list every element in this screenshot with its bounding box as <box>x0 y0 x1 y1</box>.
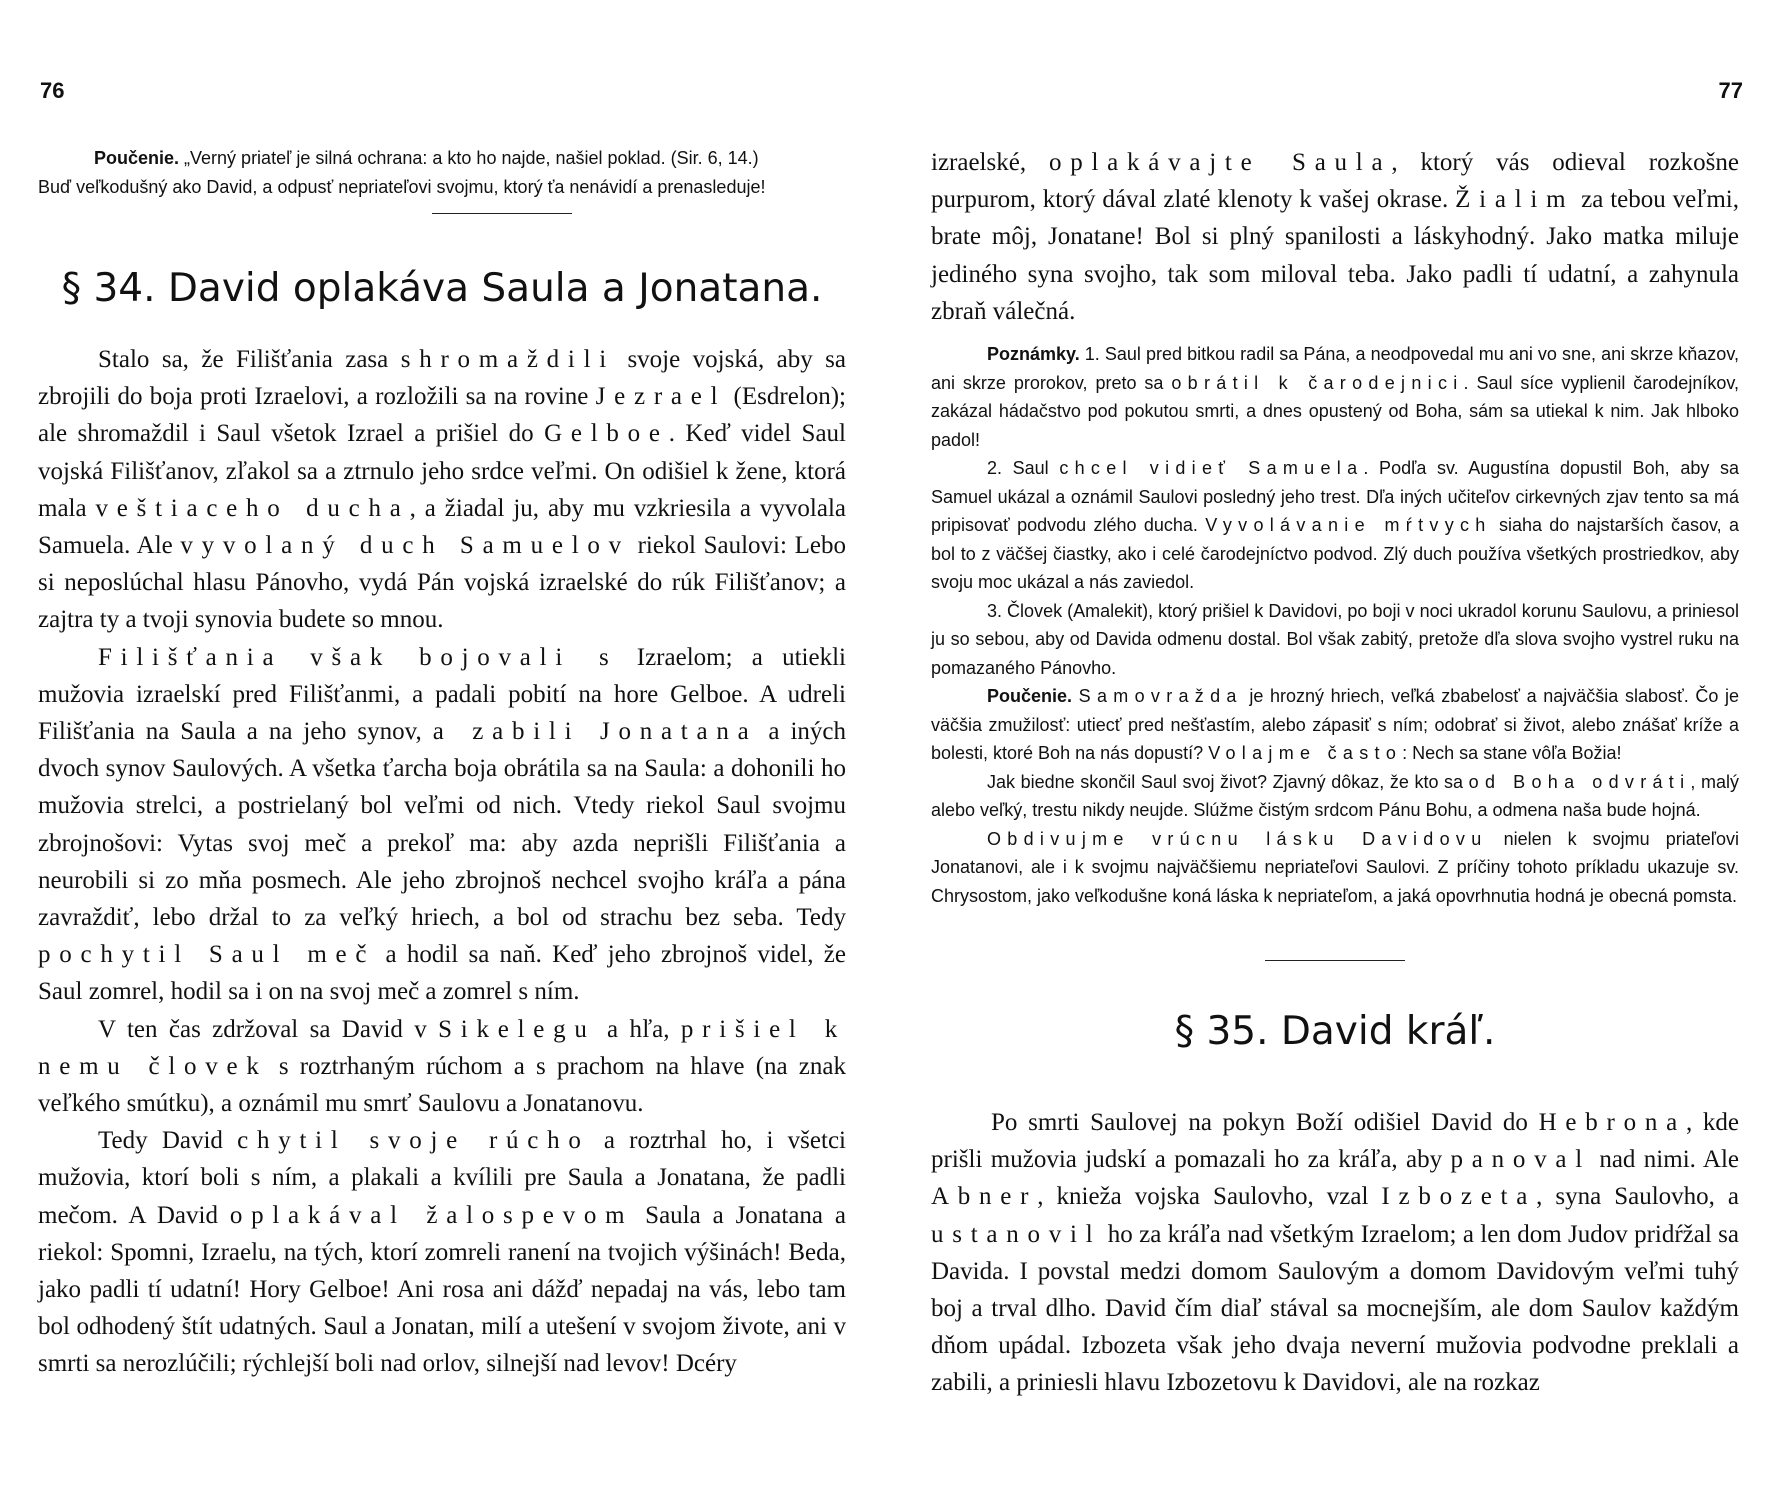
body-paragraph-2: Filišťania však bojovali s Izraelom; a utiekli mužovia izraelskí pred Filišťanmi, a padali pobití na hore Gelboe. A udreli Filišťania na Saula a na jeho synov, a zabili Jonatana a iných dvoch synov Saulových. A všetka ťarcha boja obrátila sa na Saula: a dohonili ho mužovia strelci, a postrielaný bol veľmi od nich. Vtedy riekol Saul svojmu zbrojnošovi: Vytas svoj meč a prekoľ ma: aby azda neprišli Filišťania a neurobili si zo mňa posmech. Ale jeho zbrojnoš nechcel svojho kráľa a pána zavraždiť, lebo držal to za veľký hriech, a bol od strachu bez seba. Tedy pochytil Saul meč a hodil sa naň. Keď jeho zbrojnoš videl, že Saul zomrel, hodil sa i on na svoj meč a zomrel s ním. <box>38 643 846 1006</box>
lesson-label: Poučenie. <box>94 148 180 168</box>
lesson-paragraph-3: Obdivujme vrúcnu lásku Davidovu nielen k svojmu priateľovi Jonatanovi, ale i k svojmu najväčšiemu nepriateľovi Saulovi. Z príčiny tohoto príkladu ukazuje sv. Chrysostom, jako veľkodušne koná láska k nepriateľom, a jaká opovrhnutia hodná je obecná pomsta. <box>931 828 1739 906</box>
page-number-left: 76 <box>40 78 65 103</box>
continuation-paragraph: izraelské, oplakávajte Saula, ktorý vás odieval rozkošne purpurom, ktorý dával zlaté klenoty k vašej okrase. Žialim za tebou veľmi, brate môj, Jonatane! Bol si plný spanilosti a láskyhodný. Jako matka miluje jediného syna svojho, tak som miloval teba. Jako padli tí udatní, a zahynula zbraň válečná. <box>931 149 1739 325</box>
note-3: 3. Človek (Amalekit), ktorý prišiel k Davidovi, po boji v noci ukradol korunu Saulovu, a priniesol ju so sebou, aby od Davida odmenu dostal. Bol však zabitý, pretože dľa slova svojho vystrel ruku na pomazaného Pánovho. <box>931 600 1739 678</box>
lesson-paragraph-2: Jak biedne skončil Saul svoj život? Zjavný dôkaz, že kto sa od Boha odvráti, malý alebo veľký, trestu nikdy neujde. Slúžme čistým srdcom Pánu Bohu, a odmena naša bude hojná. <box>931 771 1740 821</box>
body-paragraph-4: Tedy David chytil svoje rúcho a roztrhal ho, i všetci mužovia, ktorí boli s ním, a plakali a kvílili pre Saula a Jonatana, že padli mečom. A David oplakával žalospevom Saula a Jonatana a riekol: Spomni, Izraelu, na tých, ktorí zomreli ranení na tvojich výšinách! Beda, jako padli tí udatní! Hory Gelboe! Ani rosa ani dážď nepadaj na vás, lebo tam bol odhodený štít udatných. Saul a Jonatan, milí a utešení v svojom živote, ani v smrti sa nerozlúčili; rýchlejší boli nad orlov, silnejší nad levov! Dcéry <box>38 1127 846 1378</box>
body-paragraph-3: V ten čas zdržoval sa David v Sikelegu a hľa, prišiel k nemu človek s roztrhaným rúchom a s prachom na hlave (na znak veľkého smútku), a oznámil mu smrť Saulovu a Jonatanovu. <box>38 1015 846 1118</box>
note-2: 2. Saul chcel vidieť Samuela. Podľa sv. Augustína dopustil Boh, aby sa Samuel ukázal a oznámil Saulovi posledný jeho trest. Dľa iných učiteľov cirkevných zjav tento sa má pripisovať podvodu zlého ducha. Vyvolávanie mŕtvych siaha do najstarších časov, a bol to z väčšej čiastky, ako i celé čarodejníctvo podvod. Zlý duch používa všetkých prostriedkov, aby svoju moc ukázal a nás zaviedol. <box>931 458 1740 593</box>
separator-rule <box>432 213 572 214</box>
lesson-paragraph-2: Buď veľkodušný ako David, a odpusť nepriateľovi svojmu, ktorý ťa nenávidí a prenasleduje! <box>38 176 766 197</box>
section-34-title: § 34. David oplakáva Saula a Jonatana. <box>61 266 823 311</box>
right-page <box>889 0 1778 1500</box>
lesson-paragraph: Poučenie. Samovražda je hrozný hriech, veľká zbabelosť a najväčšia slabosť. Čo je väčšia zmužilosť: utiecť pred nešťastím, alebo zápasiť s ním; odobrať si život, alebo znášať kríže a bolesti, ktoré Boh na nás dopustí? Volajme často: Nech sa stane vôľa Božia! <box>931 686 1739 764</box>
section-34-continuation <box>931 144 1739 330</box>
note-1: Poznámky. 1. Saul pred bitkou radil sa Pána, a neodpovedal mu ani vo sne, ani skrze kňazov, ani skrze prorokov, preto sa obrátil k čarodejnici. Saul síce vyplienil čarodejníkov, zakázal hádačstvo pod pokutou smrti, a dnes opustený od Boha, sám sa utiekal k nim. Jak hlboko padol! <box>931 344 1740 450</box>
separator-rule <box>1265 960 1405 961</box>
notes-block <box>931 340 1739 910</box>
lesson-paragraph-1 <box>38 144 846 173</box>
section-35-paragraph: Po smrti Saulovej na pokyn Boží odišiel David do Hebrona, kde prišli mužovia judskí a pomazali ho za kráľa, aby panoval nad nimi. Ale Abner, knieža vojska Saulovho, vzal Izbozeta, syna Saulovho, a ustanovil ho za kráľa nad všetkým Izraelom; a len dom Judov pridŕžal sa Davida. I povstal medzi domom Saulovým a domom Davidovým veľmi tuhý boj a trval dlho. David čím diaľ stával sa mocnejším, ale dom Saulov každým dňom upádal. Izbozeta však jeho dvaja neverní mužovia podvodne preklali a zabili, a priniesli hlavu Izbozetovu k Davidovi, ale na rozkaz <box>931 1109 1740 1397</box>
section-35-text <box>931 1104 1739 1402</box>
lesson-text: „Verný priateľ je silná ochrana: a kto ho najde, našiel poklad. (Sir. 6, 14.) <box>179 148 759 168</box>
right-column <box>931 144 1739 1402</box>
section-34-text <box>38 341 846 1383</box>
top-lesson-note <box>38 144 846 201</box>
left-column <box>38 144 846 1383</box>
page-number-right: 77 <box>1718 78 1743 103</box>
section-35-title: § 35. David kráľ. <box>1174 1009 1496 1055</box>
body-paragraph-1: Stalo sa, že Filišťania zasa shromaždili svoje vojská, aby sa zbrojili do boja proti Izraelovi, a rozložili sa na rovine Jezrael (Esdrelon); ale shromaždil i Saul všetok Izrael a prišiel do Gelboe. Keď videl Saul vojská Filišťanov, zľakol sa a ztrnulo jeho srdce veľmi. On odišiel k žene, ktorá mala veštiaceho ducha, a žiadal ju, aby mu vzkriesila a vyvolala Samuela. Ale vyvolaný duch Samuelov riekol Saulovi: Lebo si neposlúchal hlasu Pánovho, vydá Pán vojská izraelské do rúk Filišťanov; a zajtra ty a tvoji synovia budete so mnou. <box>38 346 847 634</box>
